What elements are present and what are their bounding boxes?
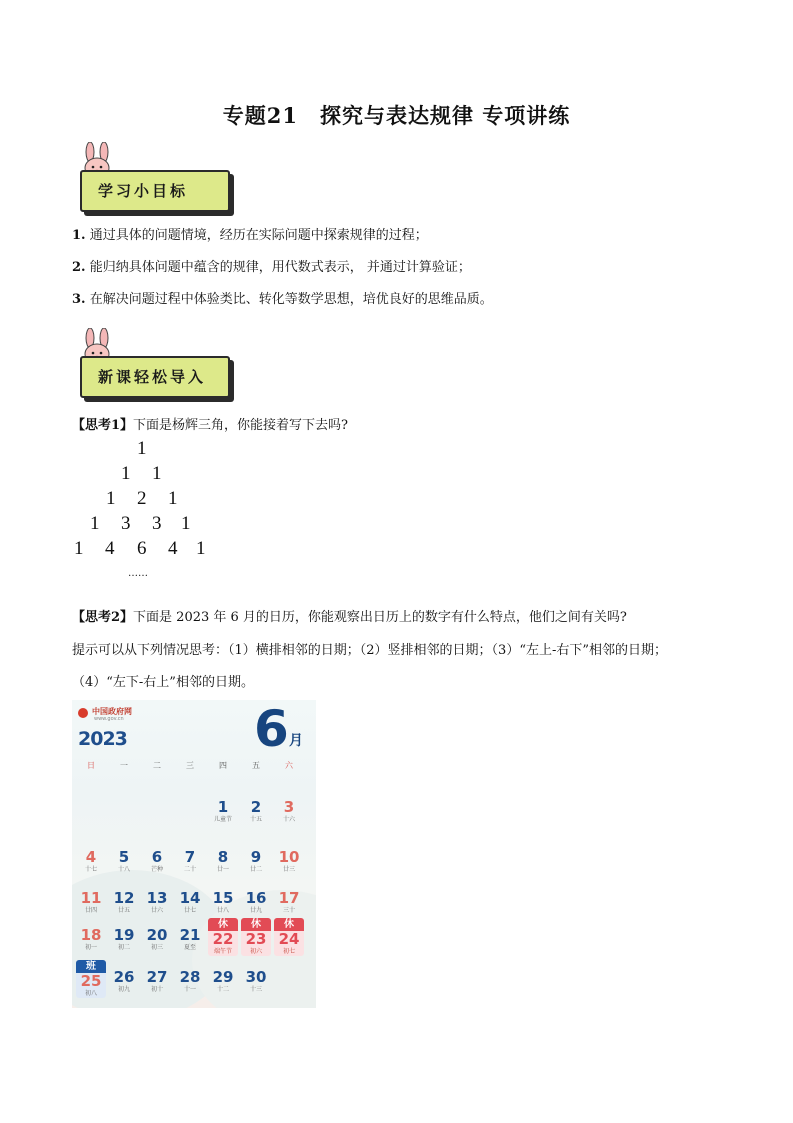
calendar-day [241, 918, 271, 956]
day-number: 4 [85, 848, 97, 866]
lunar-label: 廿四 [84, 907, 97, 914]
calendar-day [175, 920, 205, 958]
calendar-day [76, 920, 106, 958]
triangle-cell: 1 [168, 488, 178, 509]
day-number: 19 [113, 926, 135, 944]
lunar-label: 初九 [117, 986, 130, 993]
lunar-label: 三十 [282, 907, 295, 914]
calendar-day [76, 842, 106, 880]
triangle-cell: 3 [152, 513, 162, 534]
lunar-label: 初七 [282, 948, 295, 955]
weekday-header: 六 [285, 761, 293, 770]
lunar-label: 十八 [117, 866, 130, 873]
lunar-label: 廿一 [216, 866, 229, 873]
calendar-day [109, 920, 139, 958]
day-number: 8 [217, 848, 229, 866]
calendar-day [208, 918, 238, 956]
lunar-label: 廿二 [249, 866, 262, 873]
day-number: 18 [80, 926, 102, 944]
triangle-cell: 1 [74, 538, 84, 559]
lunar-label: 廿九 [249, 907, 262, 914]
calendar-source-url: www.gov.cn [94, 716, 124, 722]
calendar-day [175, 883, 205, 921]
lunar-label: 夏至 [183, 944, 196, 951]
weekday-header: 二 [153, 761, 161, 770]
calendar-day [241, 962, 271, 1000]
calendar-day [208, 883, 238, 921]
day-number: 27 [146, 968, 168, 986]
day-number: 9 [250, 848, 262, 866]
day-number: 1 [217, 798, 229, 816]
day-number: 12 [113, 889, 135, 907]
triangle-cell: 1 [90, 513, 100, 534]
calendar-month-char: 月 [289, 733, 303, 749]
holiday-tag: 休 [208, 918, 238, 931]
think-1: 【思考1】下面是杨辉三角，你能接着写下去吗? [72, 418, 349, 433]
day-number: 13 [146, 889, 168, 907]
calendar-day [241, 842, 271, 880]
lunar-label: 二十 [183, 866, 196, 873]
day-number: 3 [283, 798, 295, 816]
lunar-label: 廿三 [282, 866, 295, 873]
calendar-day [208, 792, 238, 830]
day-number: 17 [278, 889, 300, 907]
lunar-label: 十二 [216, 986, 229, 993]
day-number: 20 [146, 926, 168, 944]
triangle-cell: 1 [106, 488, 116, 509]
calendar-day [274, 792, 304, 830]
day-number: 25 [80, 972, 102, 990]
day-number: 15 [212, 889, 234, 907]
calendar-day [208, 842, 238, 880]
lunar-label: 廿八 [216, 907, 229, 914]
calendar-day [274, 842, 304, 880]
triangle-cell: 2 [137, 488, 147, 509]
calendar-source: 中国政府网 [92, 707, 132, 716]
calendar-day [175, 962, 205, 1000]
calendar-day [274, 883, 304, 921]
title-main: 探究与表达规律 专项讲练 [319, 103, 571, 128]
calendar-day [142, 883, 172, 921]
badge-label: 学习小目标 [98, 182, 189, 200]
lunar-label: 十五 [249, 816, 262, 823]
lunar-label: 十三 [249, 986, 262, 993]
lunar-label: 端午节 [213, 948, 232, 955]
lunar-label: 芒种 [150, 866, 163, 873]
workday-tag: 班 [76, 960, 106, 973]
lunar-label: 十六 [282, 816, 295, 823]
triangle-cell: 1 [121, 463, 131, 484]
calendar-year: 2023 [78, 728, 127, 750]
day-number: 30 [245, 968, 267, 986]
triangle-ellipsis: …… [128, 568, 148, 579]
holiday-tag: 休 [241, 918, 271, 931]
lunar-label: 十一 [183, 986, 196, 993]
lunar-label: 初六 [249, 948, 262, 955]
hint-line-2: （4）“左下-右上”相邻的日期。 [72, 675, 254, 690]
lunar-label: 初八 [84, 990, 97, 997]
day-number: 22 [212, 930, 234, 948]
day-number: 14 [179, 889, 201, 907]
day-number: 28 [179, 968, 201, 986]
weekday-header: 五 [252, 761, 260, 770]
calendar-day [109, 962, 139, 1000]
triangle-cell: 1 [152, 463, 162, 484]
triangle-cell: 4 [168, 538, 178, 559]
day-number: 11 [80, 889, 102, 907]
badge-label: 新课轻松导入 [98, 368, 207, 386]
calendar-day [274, 918, 304, 956]
page-title [0, 100, 793, 130]
day-number: 23 [245, 930, 267, 948]
weekday-header: 四 [219, 761, 227, 770]
triangle-cell: 1 [137, 438, 147, 459]
weekday-header: 三 [186, 761, 194, 770]
triangle-cell: 6 [137, 538, 147, 559]
calendar-month-number: 6 [254, 700, 289, 758]
hint-line-1: 提示可以从下列情况思考：（1）横排相邻的日期；（2）竖排相邻的日期；（3）“左上-右下”相邻的日期； [72, 643, 667, 658]
section-badge-goals [74, 142, 234, 212]
calendar-day [208, 962, 238, 1000]
lunar-label: 十七 [84, 866, 97, 873]
day-number: 2 [250, 798, 262, 816]
title-number: 21 [266, 103, 298, 128]
day-number: 16 [245, 889, 267, 907]
calendar-image [72, 700, 316, 1008]
calendar-day [109, 842, 139, 880]
lunar-label: 廿七 [183, 907, 196, 914]
lunar-label: 廿五 [117, 907, 130, 914]
day-number: 5 [118, 848, 130, 866]
calendar-day [241, 883, 271, 921]
lunar-label: 初三 [150, 944, 163, 951]
day-number: 29 [212, 968, 234, 986]
goal-item: 3. 在解决问题过程中体验类比、转化等数学思想，培优良好的思维品质。 [72, 292, 493, 307]
lunar-label: 儿童节 [213, 816, 232, 823]
calendar-day [142, 920, 172, 958]
national-emblem-icon [78, 708, 88, 718]
calendar-day [76, 960, 106, 998]
triangle-cell: 4 [105, 538, 115, 559]
calendar-day [109, 883, 139, 921]
lunar-label: 廿六 [150, 907, 163, 914]
calendar-day [175, 842, 205, 880]
calendar-day [76, 883, 106, 921]
weekday-header: 一 [120, 761, 128, 770]
title-prefix: 专题 [222, 103, 267, 128]
day-number: 7 [184, 848, 196, 866]
calendar-day [142, 962, 172, 1000]
day-number: 10 [278, 848, 300, 866]
triangle-cell: 1 [181, 513, 191, 534]
lunar-label: 初二 [117, 944, 130, 951]
goal-item: 1. 通过具体的问题情境，经历在实际问题中探索规律的过程； [72, 228, 428, 243]
day-number: 6 [151, 848, 163, 866]
triangle-cell: 1 [196, 538, 206, 559]
lunar-label: 初十 [150, 986, 163, 993]
day-number: 21 [179, 926, 201, 944]
section-badge-intro [74, 328, 234, 398]
goal-item: 2. 能归纳具体问题中蕴含的规律，用代数式表示， 并通过计算验证； [72, 260, 471, 275]
weekday-header: 日 [87, 761, 95, 770]
calendar-day [241, 792, 271, 830]
holiday-tag: 休 [274, 918, 304, 931]
lunar-label: 初一 [84, 944, 97, 951]
triangle-cell: 3 [121, 513, 131, 534]
day-number: 24 [278, 930, 300, 948]
calendar-day [142, 842, 172, 880]
day-number: 26 [113, 968, 135, 986]
think-2: 【思考2】下面是 2023 年 6 月的日历，你能观察出日历上的数字有什么特点，他们之间有关吗? [72, 610, 627, 625]
